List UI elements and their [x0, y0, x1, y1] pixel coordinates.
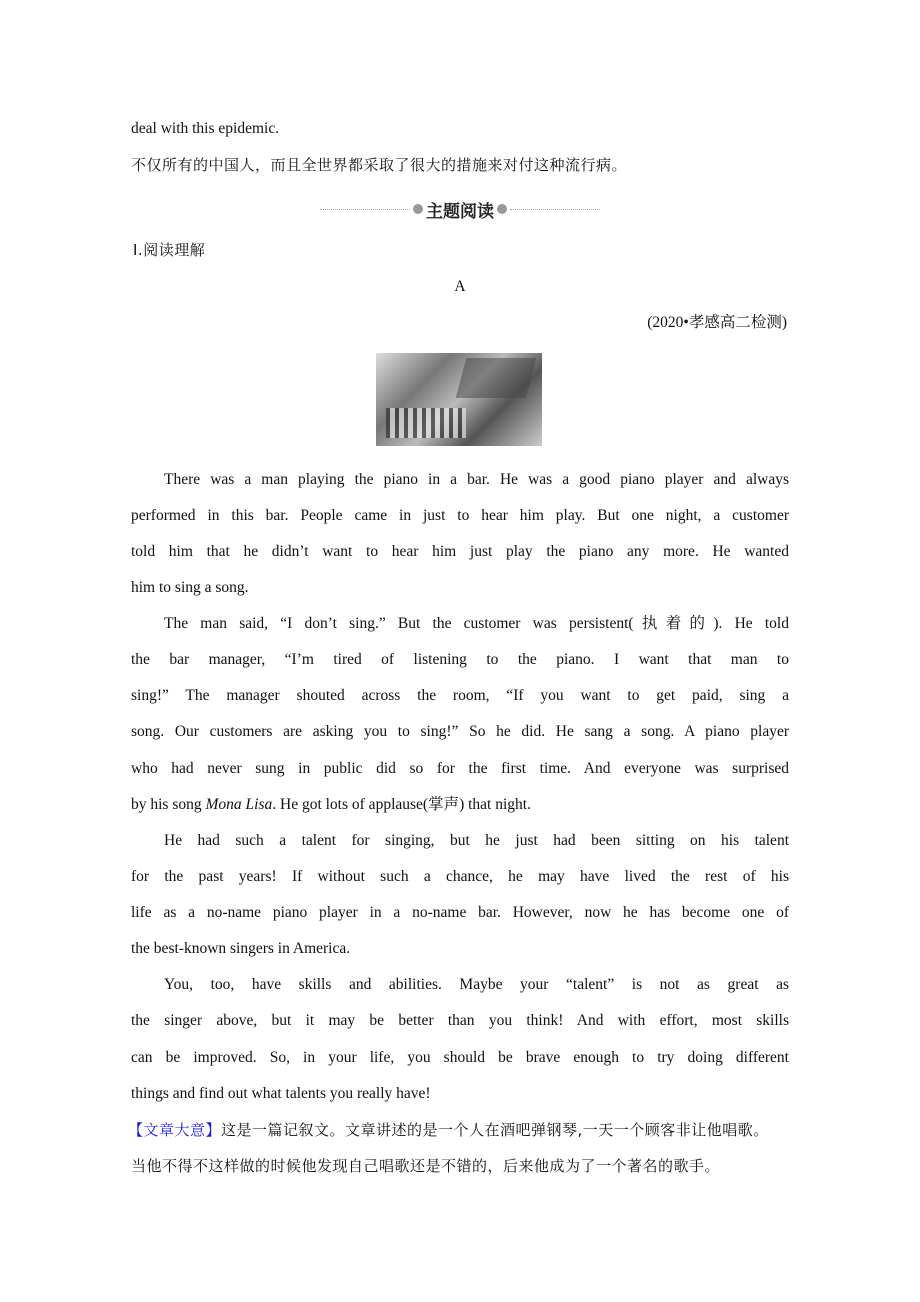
song-title: Mona Lisa: [205, 796, 273, 813]
summary-line: [128, 1120, 808, 1140]
paragraph-line: told him that he didn’t want to hear him just play the piano any more. He wanted: [131, 543, 789, 560]
paragraph-line: the singer above, but it may be better than you think! And with effort, most skills: [131, 1012, 789, 1029]
divider: [510, 209, 600, 210]
paragraph-line: The man said, “I don’t sing.” But the customer was persistent(执着的). He told: [164, 615, 789, 632]
paragraph-line: There was a man playing the piano in a bar. He was a good piano player and always: [164, 471, 789, 488]
text: . He got lots of applause(掌声) that night.: [272, 796, 531, 813]
paragraph-line: [131, 795, 789, 815]
divider: [320, 209, 410, 210]
paragraph-line: the bar manager, “I’m tired of listening to the piano. I want that man to: [131, 651, 789, 668]
paragraph-line: things and find out what talents you really have!: [131, 1085, 431, 1102]
text: by his song: [131, 796, 206, 813]
passage-label: A: [454, 278, 466, 295]
paragraph-line: He had such a talent for singing, but he just had been sitting on his talent: [164, 832, 789, 849]
source-note: (2020•孝感高二检测): [647, 314, 787, 331]
bullet-icon: [497, 204, 507, 214]
section-title-banner: [320, 196, 600, 222]
paragraph-line: him to sing a song.: [131, 579, 249, 596]
paragraph-line: performed in this bar. People came in just to hear him play. But one night, a customer: [131, 507, 789, 524]
paragraph-line: You, too, have skills and abilities. Maybe your “talent” is not as great as: [164, 976, 789, 993]
intro-english-tail: deal with this epidemic.: [131, 120, 280, 137]
paragraph-line: the best-known singers in America.: [131, 940, 351, 957]
paragraph-line: life as a no-name piano player in a no-name bar. However, now he has become one of: [131, 904, 789, 921]
bullet-icon: [413, 204, 423, 214]
section-title: 主题阅读: [426, 201, 494, 222]
piano-photo: [376, 353, 542, 446]
paragraph-line: who had never sung in public did so for the first time. And everyone was surprised: [131, 760, 789, 777]
part-heading: Ⅰ.阅读理解: [133, 241, 206, 259]
summary-text: 这是一篇记叙文。文章讲述的是一个人在酒吧弹钢琴,一天一个顾客非让他唱歌。: [221, 1121, 769, 1139]
paragraph-line: for the past years! If without such a chance, he may have lived the rest of his: [131, 868, 789, 885]
intro-chinese-translation: 不仅所有的中国人，而且全世界都采取了很大的措施来对付这种流行病。: [131, 156, 628, 174]
summary-label: 【文章大意】: [128, 1121, 222, 1139]
paragraph-line: can be improved. So, in your life, you should be brave enough to try doing different: [131, 1049, 789, 1066]
paragraph-line: song. Our customers are asking you to sing!” So he did. He sang a song. A piano player: [131, 723, 789, 740]
summary-line: 当他不得不这样做的时候他发现自己唱歌还是不错的，后来他成为了一个著名的歌手。: [131, 1157, 721, 1175]
paragraph-line: sing!” The manager shouted across the room, “If you want to get paid, sing a: [131, 687, 789, 704]
